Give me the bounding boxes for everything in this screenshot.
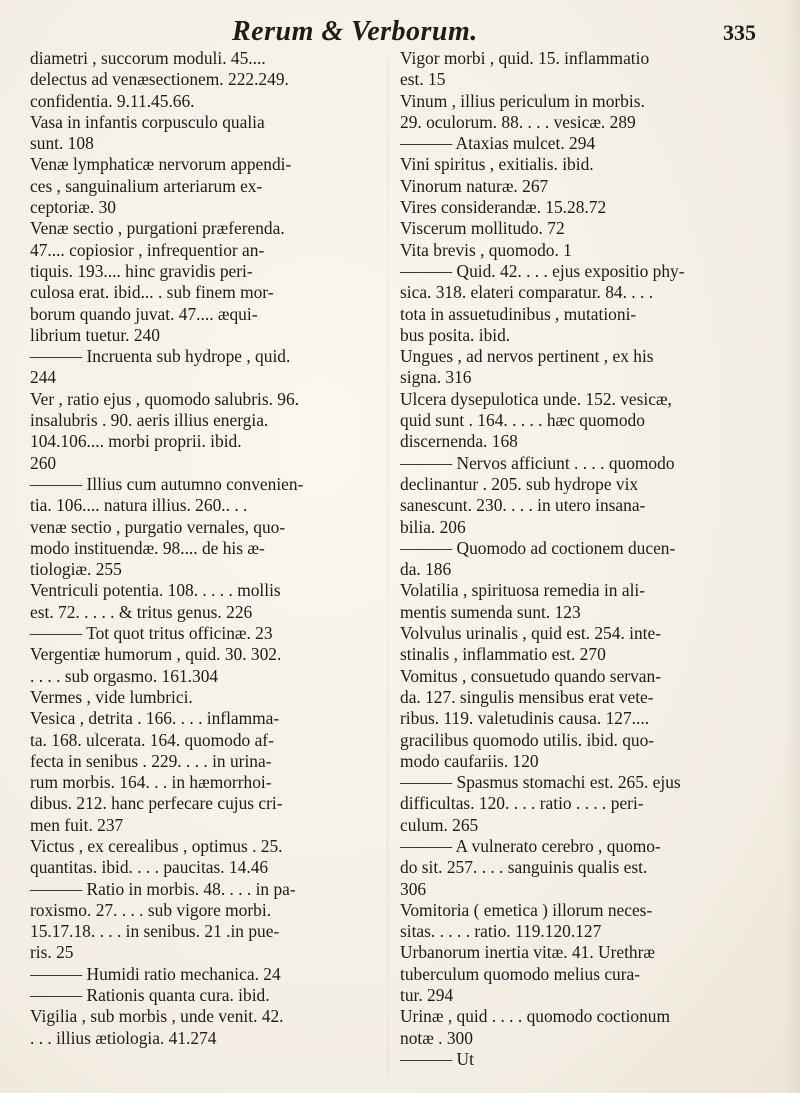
index-line: men fuit. 237 xyxy=(30,814,124,835)
index-line: ——— Nervos afficiunt . . . . quomodo xyxy=(400,452,675,473)
index-line: sica. 318. elateri comparatur. 84. . . . xyxy=(400,282,654,303)
index-line: bilia. 206 xyxy=(400,516,466,537)
index-line: Vasa in infantis corpusculo qualia xyxy=(30,111,265,132)
index-line: ——— Quid. 42. . . . ejus expositio phy- xyxy=(400,260,685,281)
index-line: Vires considerandæ. 15.28.72 xyxy=(400,197,607,218)
index-line: Ungues , ad nervos pertinent , ex his xyxy=(400,346,654,367)
index-line: quantitas. ibid. . . . paucitas. 14.46 xyxy=(30,857,269,878)
index-line: est. 15 xyxy=(400,69,446,90)
index-line: Vini spiritus , exitialis. ibid. xyxy=(400,154,594,175)
index-line: da. 127. singulis mensibus erat vete- xyxy=(400,686,654,707)
index-line: Ventriculi potentia. 108. . . . . mollis xyxy=(30,580,281,601)
index-line: sanescunt. 230. . . . in utero insana- xyxy=(400,495,646,516)
index-line: Volvulus urinalis , quid est. 254. inte- xyxy=(400,623,662,644)
index-line: fecta in senibus . 229. . . . in urina- xyxy=(30,750,272,771)
index-line: Vomitoria ( emetica ) illorum neces- xyxy=(400,899,653,920)
index-line: Ver , ratio ejus , quomodo salubris. 96. xyxy=(30,388,300,409)
index-line: tiquis. 193.... hinc gravidis peri- xyxy=(30,260,253,281)
index-line: 244 xyxy=(30,367,57,388)
index-line: ——— Ratio in morbis. 48. . . . in pa- xyxy=(30,878,296,899)
running-title: Rerum & Verborum. xyxy=(232,16,478,47)
index-line: Victus , ex cerealibus , optimus . 25. xyxy=(30,835,283,856)
index-line: ——— Ataxias mulcet. 294 xyxy=(400,133,596,154)
index-line: confidentia. 9.11.45.66. xyxy=(30,90,195,111)
index-line: 260 xyxy=(30,452,57,473)
index-line: . . . illius ætiologia. 41.274 xyxy=(30,1027,217,1048)
index-line: ——— Ut xyxy=(400,1048,474,1069)
index-line: insalubris . 90. aeris illius energia. xyxy=(30,410,269,431)
index-line: Ulcera dysepulotica unde. 152. vesicæ, xyxy=(400,388,672,409)
index-line: bus posita. ibid. xyxy=(400,324,511,345)
index-line: librium tuetur. 240 xyxy=(30,324,160,345)
index-line: diametri , succorum moduli. 45.... xyxy=(30,48,266,68)
index-line: tiologiæ. 255 xyxy=(30,559,122,580)
index-line: notæ . 300 xyxy=(400,1027,473,1048)
index-line: Vigor morbi , quid. 15. inflammatio xyxy=(400,48,650,68)
index-line: declinantur . 205. sub hydrope vix xyxy=(400,473,639,494)
index-line: signa. 316 xyxy=(400,367,472,388)
index-line: Vigilia , sub morbis , unde venit. 42. xyxy=(30,1006,284,1027)
index-line: Vergentiæ humorum , quid. 30. 302. xyxy=(30,644,282,665)
index-line: Vita brevis , quomodo. 1 xyxy=(400,239,572,260)
page-number: 335 xyxy=(723,20,756,45)
index-line: Vomitus , consuetudo quando servan- xyxy=(400,665,661,686)
index-line: 29. oculorum. 88. . . . vesicæ. 289 xyxy=(400,111,636,132)
index-line: Vinorum naturæ. 267 xyxy=(400,175,549,196)
index-line: rum morbis. 164. . . in hæmorrhoi- xyxy=(30,772,272,793)
index-line: culosa erat. ibid... . sub finem mor- xyxy=(30,282,274,303)
binding-shadow xyxy=(786,0,800,1093)
index-line: ——— Tot quot tritus officinæ. 23 xyxy=(30,623,273,644)
index-line: Viscerum mollitudo. 72 xyxy=(400,218,565,239)
index-line: venæ sectio , purgatio vernales, quo- xyxy=(30,516,286,537)
index-line: discernenda. 168 xyxy=(400,431,518,452)
index-line: quid sunt . 164. . . . . hæc quomodo xyxy=(400,410,645,431)
index-line: ——— Humidi ratio mechanica. 24 xyxy=(30,963,281,984)
index-line: do sit. 257. . . . sanguinis qualis est. xyxy=(400,857,648,878)
index-line: roxismo. 27. . . . sub vigore morbi. xyxy=(30,899,272,920)
index-line: tur. 294 xyxy=(400,985,454,1006)
index-line: ris. 25 xyxy=(30,942,74,963)
index-line: ——— Quomodo ad coctionem ducen- xyxy=(400,537,676,558)
index-line: delectus ad venæsectionem. 222.249. xyxy=(30,69,289,90)
index-line: gracilibus quomodo utilis. ibid. quo- xyxy=(400,729,655,750)
index-line: modo instituendæ. 98.... de his æ- xyxy=(30,537,265,558)
index-line: ceptoriæ. 30 xyxy=(30,197,116,218)
index-line: tota in assuetudinibus , mutationi- xyxy=(400,303,637,324)
index-line: tuberculum quomodo melius cura- xyxy=(400,963,641,984)
index-line: dibus. 212. hanc perfecare cujus cri- xyxy=(30,793,283,814)
index-line: sitas. . . . . ratio. 119.120.127 xyxy=(400,921,602,942)
index-line: modo caufariis. 120 xyxy=(400,750,539,771)
index-line: culum. 265 xyxy=(400,814,479,835)
index-line: 104.106.... morbi proprii. ibid. xyxy=(30,431,242,452)
index-line: Venæ lymphaticæ nervorum appendi- xyxy=(30,154,292,175)
index-line: ——— Illius cum autumno convenien- xyxy=(30,473,304,494)
index-line: da. 186 xyxy=(400,559,452,580)
index-line: 306 xyxy=(400,878,427,899)
index-column-right xyxy=(400,48,752,1070)
index-line: ces , sanguinalium arteriarum ex- xyxy=(30,175,263,196)
index-line: ribus. 119. valetudinis causa. 127.... xyxy=(400,708,650,729)
page-header xyxy=(0,10,800,46)
index-line: stinalis , inflammatio est. 270 xyxy=(400,644,606,665)
index-line: Vesica , detrita . 166. . . . inflamma- xyxy=(30,708,280,729)
index-line: 47.... copiosior , infrequentior an- xyxy=(30,239,265,260)
index-line: ——— Spasmus stomachi est. 265. ejus xyxy=(400,772,681,793)
index-line: mentis sumenda sunt. 123 xyxy=(400,601,581,622)
index-line: est. 72. . . . . & tritus genus. 226 xyxy=(30,601,253,622)
index-line: . . . . sub orgasmo. 161.304 xyxy=(30,665,219,686)
column-gutter xyxy=(387,58,388,1078)
index-line: ——— A vulnerato cerebro , quomo- xyxy=(400,835,661,856)
index-line: ——— Rationis quanta cura. ibid. xyxy=(30,985,270,1006)
index-line: sunt. 108 xyxy=(30,133,94,154)
index-line: Vermes , vide lumbrici. xyxy=(30,686,193,707)
index-line: Vinum , illius periculum in morbis. xyxy=(400,90,645,111)
index-line: difficultas. 120. . . . ratio . . . . peri- xyxy=(400,793,644,814)
index-line: Urinæ , quid . . . . quomodo coctionum xyxy=(400,1006,671,1027)
index-line: ta. 168. ulcerata. 164. quomodo af- xyxy=(30,729,274,750)
index-line: tia. 106.... natura illius. 260.. . . xyxy=(30,495,248,516)
index-line: borum quando juvat. 47.... æqui- xyxy=(30,303,258,324)
index-line: Urbanorum inertia vitæ. 41. Urethræ xyxy=(400,942,656,963)
index-line: Venæ sectio , purgationi præferenda. xyxy=(30,218,285,239)
index-column-left xyxy=(30,48,382,1049)
index-line: 15.17.18. . . . in senibus. 21 .in pue- xyxy=(30,921,280,942)
index-line: Volatilia , spirituosa remedia in ali- xyxy=(400,580,646,601)
index-line: ——— Incruenta sub hydrope , quid. xyxy=(30,346,291,367)
